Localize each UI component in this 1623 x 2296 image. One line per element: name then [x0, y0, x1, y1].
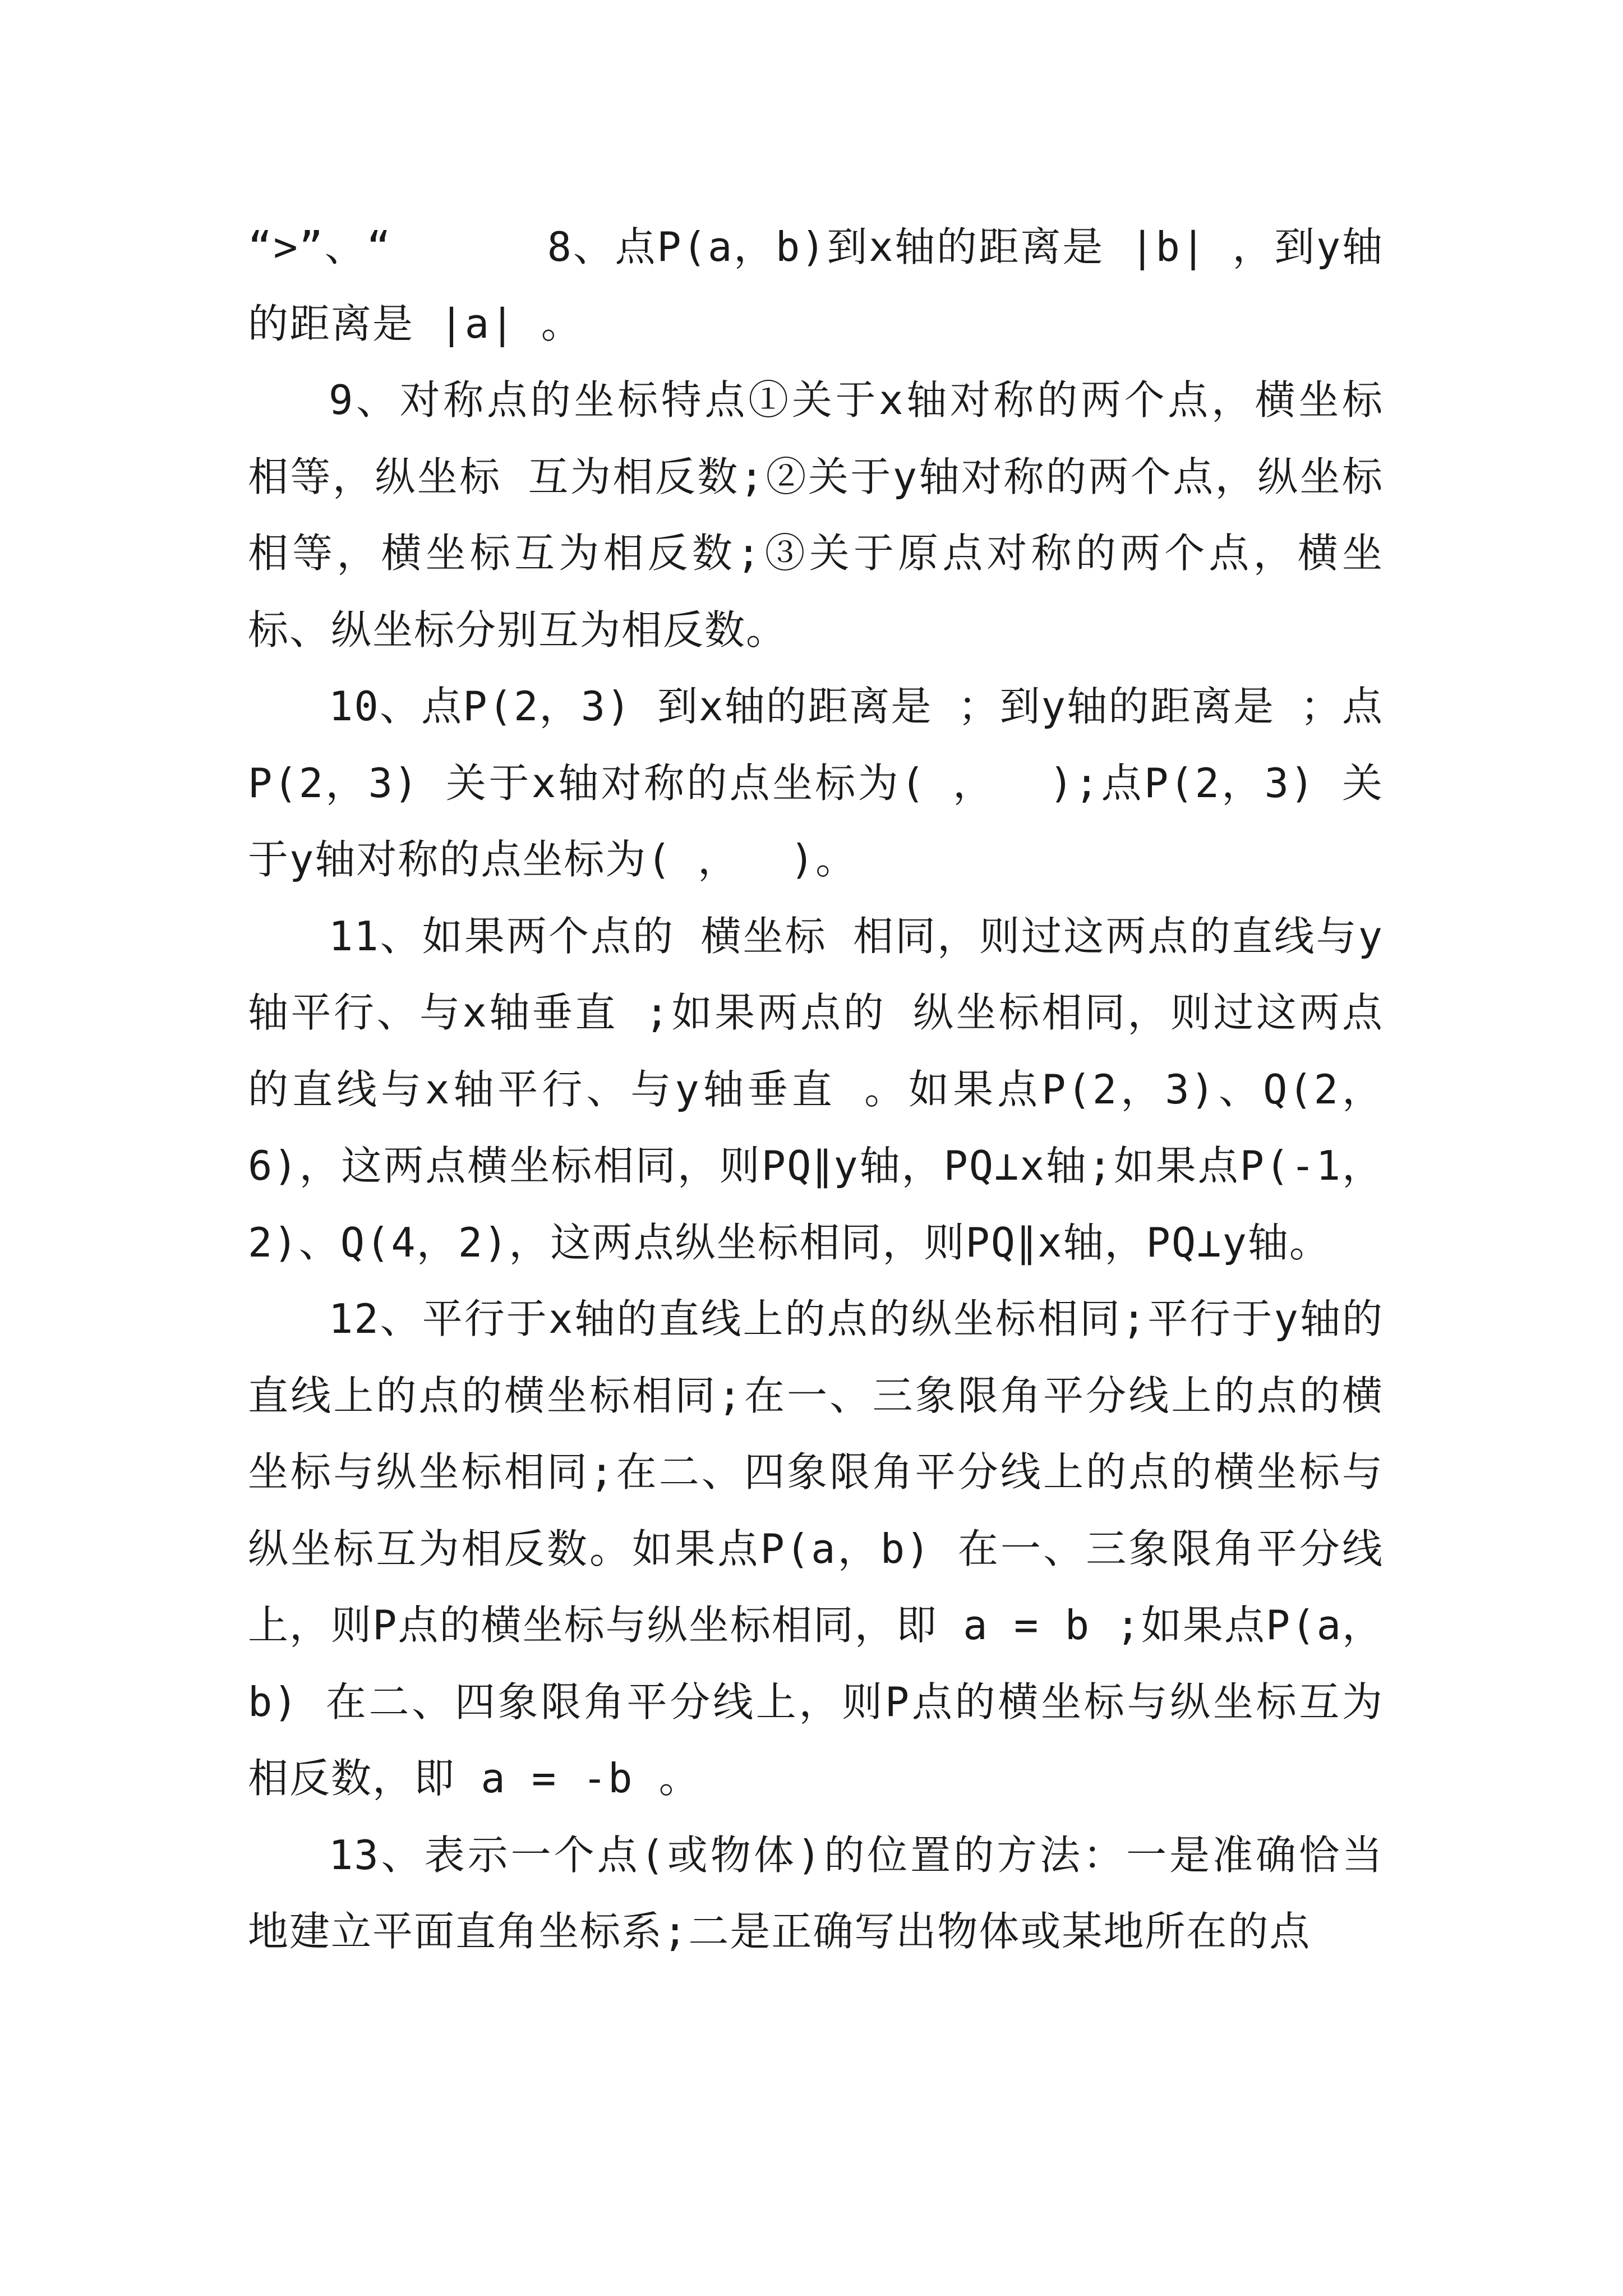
paragraph-12: 12、平行于x轴的直线上的点的纵坐标相同;平行于y轴的直线上的点的横坐标相同;在一、三象限角平分线上的点的横坐标与纵坐标相同;在二、四象限角平分线上的点的横坐标与纵坐标互为相反数。如果点P(a，b) 在一、三象限角平分线上，则P点的横坐标与纵坐标相同，即 a = b ;如果点P(a，b) 在二、四象限角平分线上，则P点的横坐标与纵坐标互为相反数，即 a = -b 。 — [248, 1295, 1384, 1802]
paragraph-8: “>”、“ 8、点P(a，b)到x轴的距离是 |b| ，到y轴的距离是 |a| 。 — [248, 223, 1384, 347]
paragraph-10: 10、点P(2，3) 到x轴的距离是 ；到y轴的距离是 ；点P(2，3) 关于x轴对称的点坐标为( ， );点P(2，3) 关于y轴对称的点坐标为( ， )。 — [248, 683, 1384, 883]
paragraph-9: 9、对称点的坐标特点①关于x轴对称的两个点，横坐标 相等，纵坐标 互为相反数;②关于y轴对称的两个点，纵坐标相等，横坐标互为相反数;③关于原点对称的两个点，横坐标、纵坐标分别互为相反数。 — [248, 376, 1409, 654]
body-text — [248, 209, 1409, 1970]
paragraph-13: 13、表示一个点(或物体)的位置的方法：一是准确恰当地建立平面直角坐标系;二是正确写出物体或某地所在的点 — [248, 1831, 1384, 1955]
paragraph-11: 11、如果两个点的 横坐标 相同，则过这两点的直线与y轴平行、与x轴垂直 ;如果两点的 纵坐标相同，则过这两点的直线与x轴平行、与y轴垂直 。如果点P(2，3)、Q(2，6)，这两点横坐标相同，则PQ∥y轴，PQ⊥x轴;如果点P(-1，2)、Q(4，2)，这两点纵坐标相同，则PQ∥x轴，PQ⊥y轴。 — [248, 912, 1384, 1266]
